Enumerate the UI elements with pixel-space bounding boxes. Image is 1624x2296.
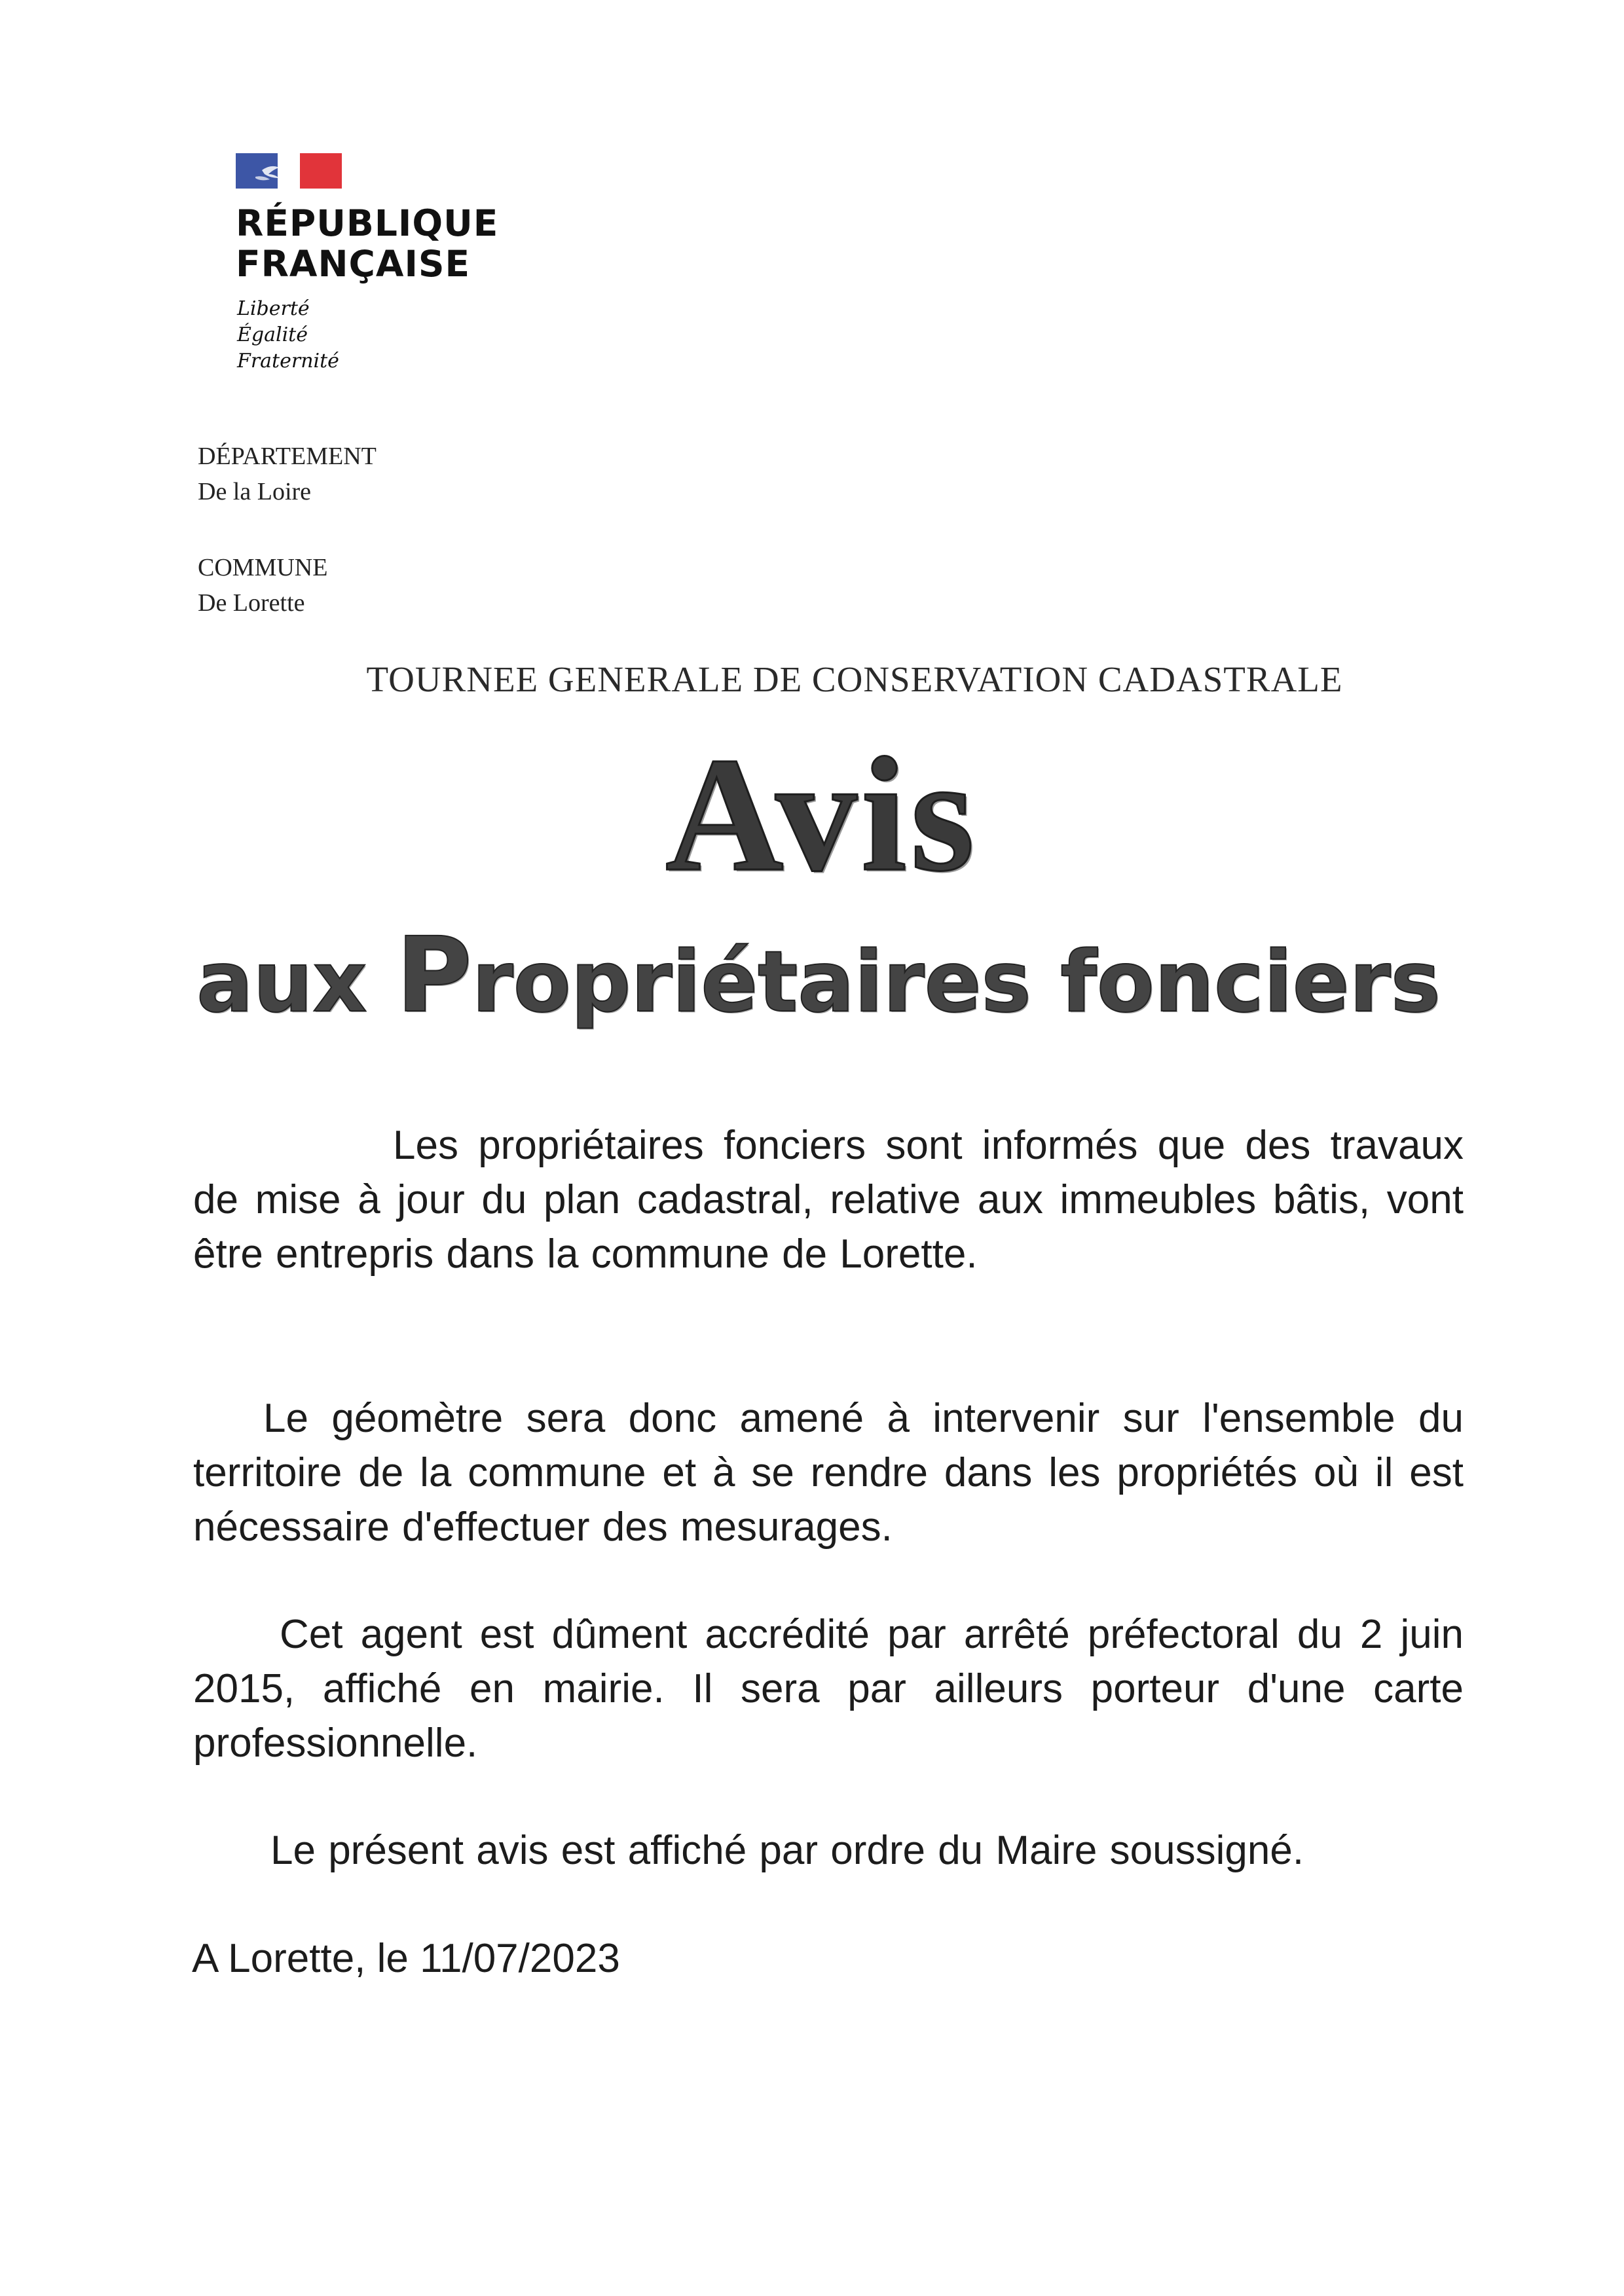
department-value: De la Loire — [198, 478, 312, 505]
motto-fraternite: Fraternité — [237, 350, 339, 373]
department-label: DÉPARTEMENT — [198, 443, 377, 470]
republic-motto — [237, 296, 339, 374]
heading-prefix: aux — [196, 934, 396, 1031]
republic-line-1: RÉPUBLIQUE — [236, 202, 499, 244]
motto-liberte: Liberté — [237, 297, 310, 320]
heading-initial: P — [396, 915, 472, 1036]
notice-paragraph: Les propriétaires fonciers sont informés que des travaux de mise à jour du plan cadastral, relative aux immeubles bâtis, vont être entrepris dans la commune de Lorette. — [193, 1123, 1464, 1277]
marianne-flag-icon — [236, 151, 342, 191]
commune-value: De Lorette — [198, 589, 305, 617]
notice-subtitle: TOURNEE GENERALE DE CONSERVATION CADASTRALE — [366, 659, 1343, 699]
notice-title: Avis — [665, 724, 978, 905]
commune-block — [198, 550, 327, 621]
notice-heading-owners — [0, 915, 1624, 1036]
heading-rest: ropriétaires fonciers — [471, 934, 1441, 1031]
republique-francaise-wordmark — [236, 203, 498, 284]
department-block — [198, 439, 377, 509]
republic-line-2: FRANÇAISE — [236, 243, 471, 285]
notice-paragraph: Le présent avis est affiché par ordre du Maire soussigné. — [270, 1828, 1304, 1873]
motto-egalite: Égalité — [237, 323, 308, 346]
notice-paragraph: Cet agent est dûment accrédité par arrêté préfectoral du 2 juin 2015, affiché en mairie. Il sera par ailleurs porteur d'une carte professionnelle. — [193, 1612, 1464, 1766]
notice-signoff: A Lorette, le 11/07/2023 — [192, 1936, 620, 1981]
commune-label: COMMUNE — [198, 554, 328, 581]
notice-paragraph: Le géomètre sera donc amené à intervenir sur l'ensemble du territoire de la commune et à se rendre dans les propriétés où il est nécessaire d'effectuer des mesurages. — [193, 1396, 1464, 1550]
